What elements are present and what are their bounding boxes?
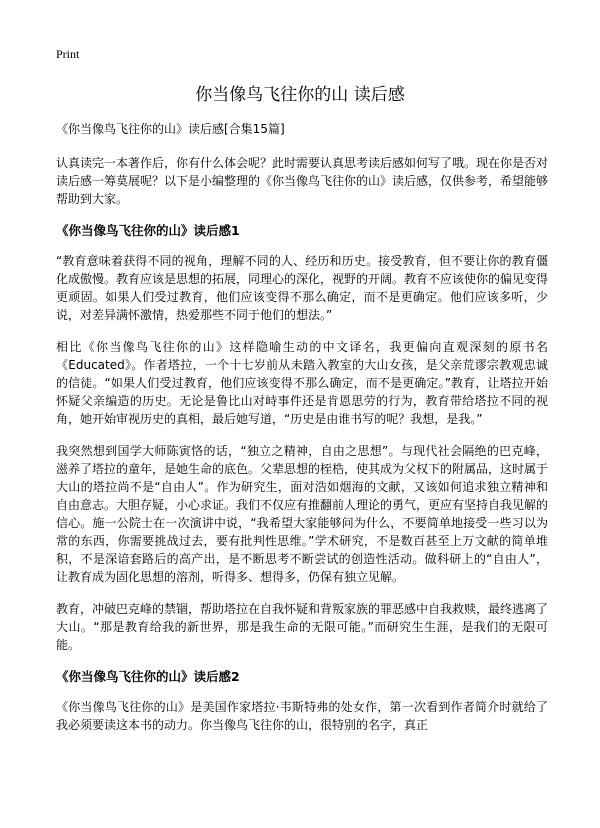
body-paragraph: 相比《你当像鸟飞往你的山》这样隐喻生动的中文译名，我更偏向直观深刻的原书名《Educated》。作者塔拉，一个十七岁前从未踏入教室的大山女孩，是父亲荒谬宗教观忠诚的信徒。“如果人们受过教育，他们应该变得不那么确定，而不是更确定。”教育，让塔拉开始怀疑父亲编造的历史。无论是鲁比山对峙事件还是肯恩思劳的行为，教育带给塔拉不同的视角，她开始审视历史的真相，最后她写道，“历史是由谁书写的呢？我想，是我。” bbox=[56, 340, 548, 426]
print-label: Print bbox=[56, 47, 80, 61]
body-paragraph: 教育，冲破巴克峰的禁锢，帮助塔拉在自我怀疑和背叛家族的罪恶感中自我救赎，最终逃离了大山。“那是教育给我的新世界，那是我生命的无限可能。”而研究生生涯，是我们的无限可能。 bbox=[56, 602, 549, 652]
page-title: 你当像鸟飞往你的山 读后感 bbox=[195, 85, 405, 105]
body-paragraph: 我突然想到国学大师陈寅恪的话，“独立之精神，自由之思想”。与现代社会隔绝的巴克峰，滋养了塔拉的童年，是她生命的底色。父辈思想的桎梏，使其成为父权下的附属品，这时属于大山的塔拉尚不是“自由人”。作为研究生，面对浩如烟海的文献，又该如何追求独立精神和自由意志。大胆存疑，小心求证。我们不仅应有推翻前人理论的勇气，更应有坚持自我见解的信心。施一公院士在一次演讲中说，“我希望大家能够问为什么，不要简单地接受一些习以为常的东西，你需要挑战过去，要有批判性思维。”学术研究，不是数百甚至上万文献的简单堆积，不是深谙套路后的高产出，是不断思考不断尝试的创造性活动。做科研上的“自由人”，让教育成为固化思想的溶剂，听得多、想得多，仍保有独立见解。 bbox=[56, 444, 549, 584]
body-paragraph: 《你当像鸟飞往你的山》是美国作家塔拉·韦斯特弗的处女作，第一次看到作者简介时就给了我必须要读这本书的动力。你当像鸟飞往你的山，很特别的名字，真正 bbox=[56, 700, 548, 732]
section-heading: 《你当像鸟飞往你的山》读后感2 bbox=[56, 669, 240, 684]
intro-paragraph: 认真读完一本著作后，你有什么体会呢？此时需要认真思考读后感如何写了哦。现在你是否对读后感一筹莫展呢？以下是小编整理的《你当像鸟飞往你的山》读后感，仅供参考，希望能够帮助到大家。 bbox=[56, 156, 549, 206]
collection-subtitle: 《你当像鸟飞往你的山》读后感[合集15篇] bbox=[56, 122, 285, 136]
body-paragraph: “教育意味着获得不同的视角，理解不同的人、经历和历史。接受教育，但不要让你的教育僵化成傲慢。教育应该是思想的拓展，同理心的深化，视野的开阔。教育不应该使你的偏见变得更顽固。如果人们受过教育，他们应该变得不那么确定，而不是更确定。他们应该多听，少说，对差异满怀激情，热爱那些不同于他们的想法。” bbox=[56, 254, 549, 322]
section-heading: 《你当像鸟飞往你的山》读后感1 bbox=[56, 223, 240, 238]
article-body bbox=[56, 120, 548, 748]
